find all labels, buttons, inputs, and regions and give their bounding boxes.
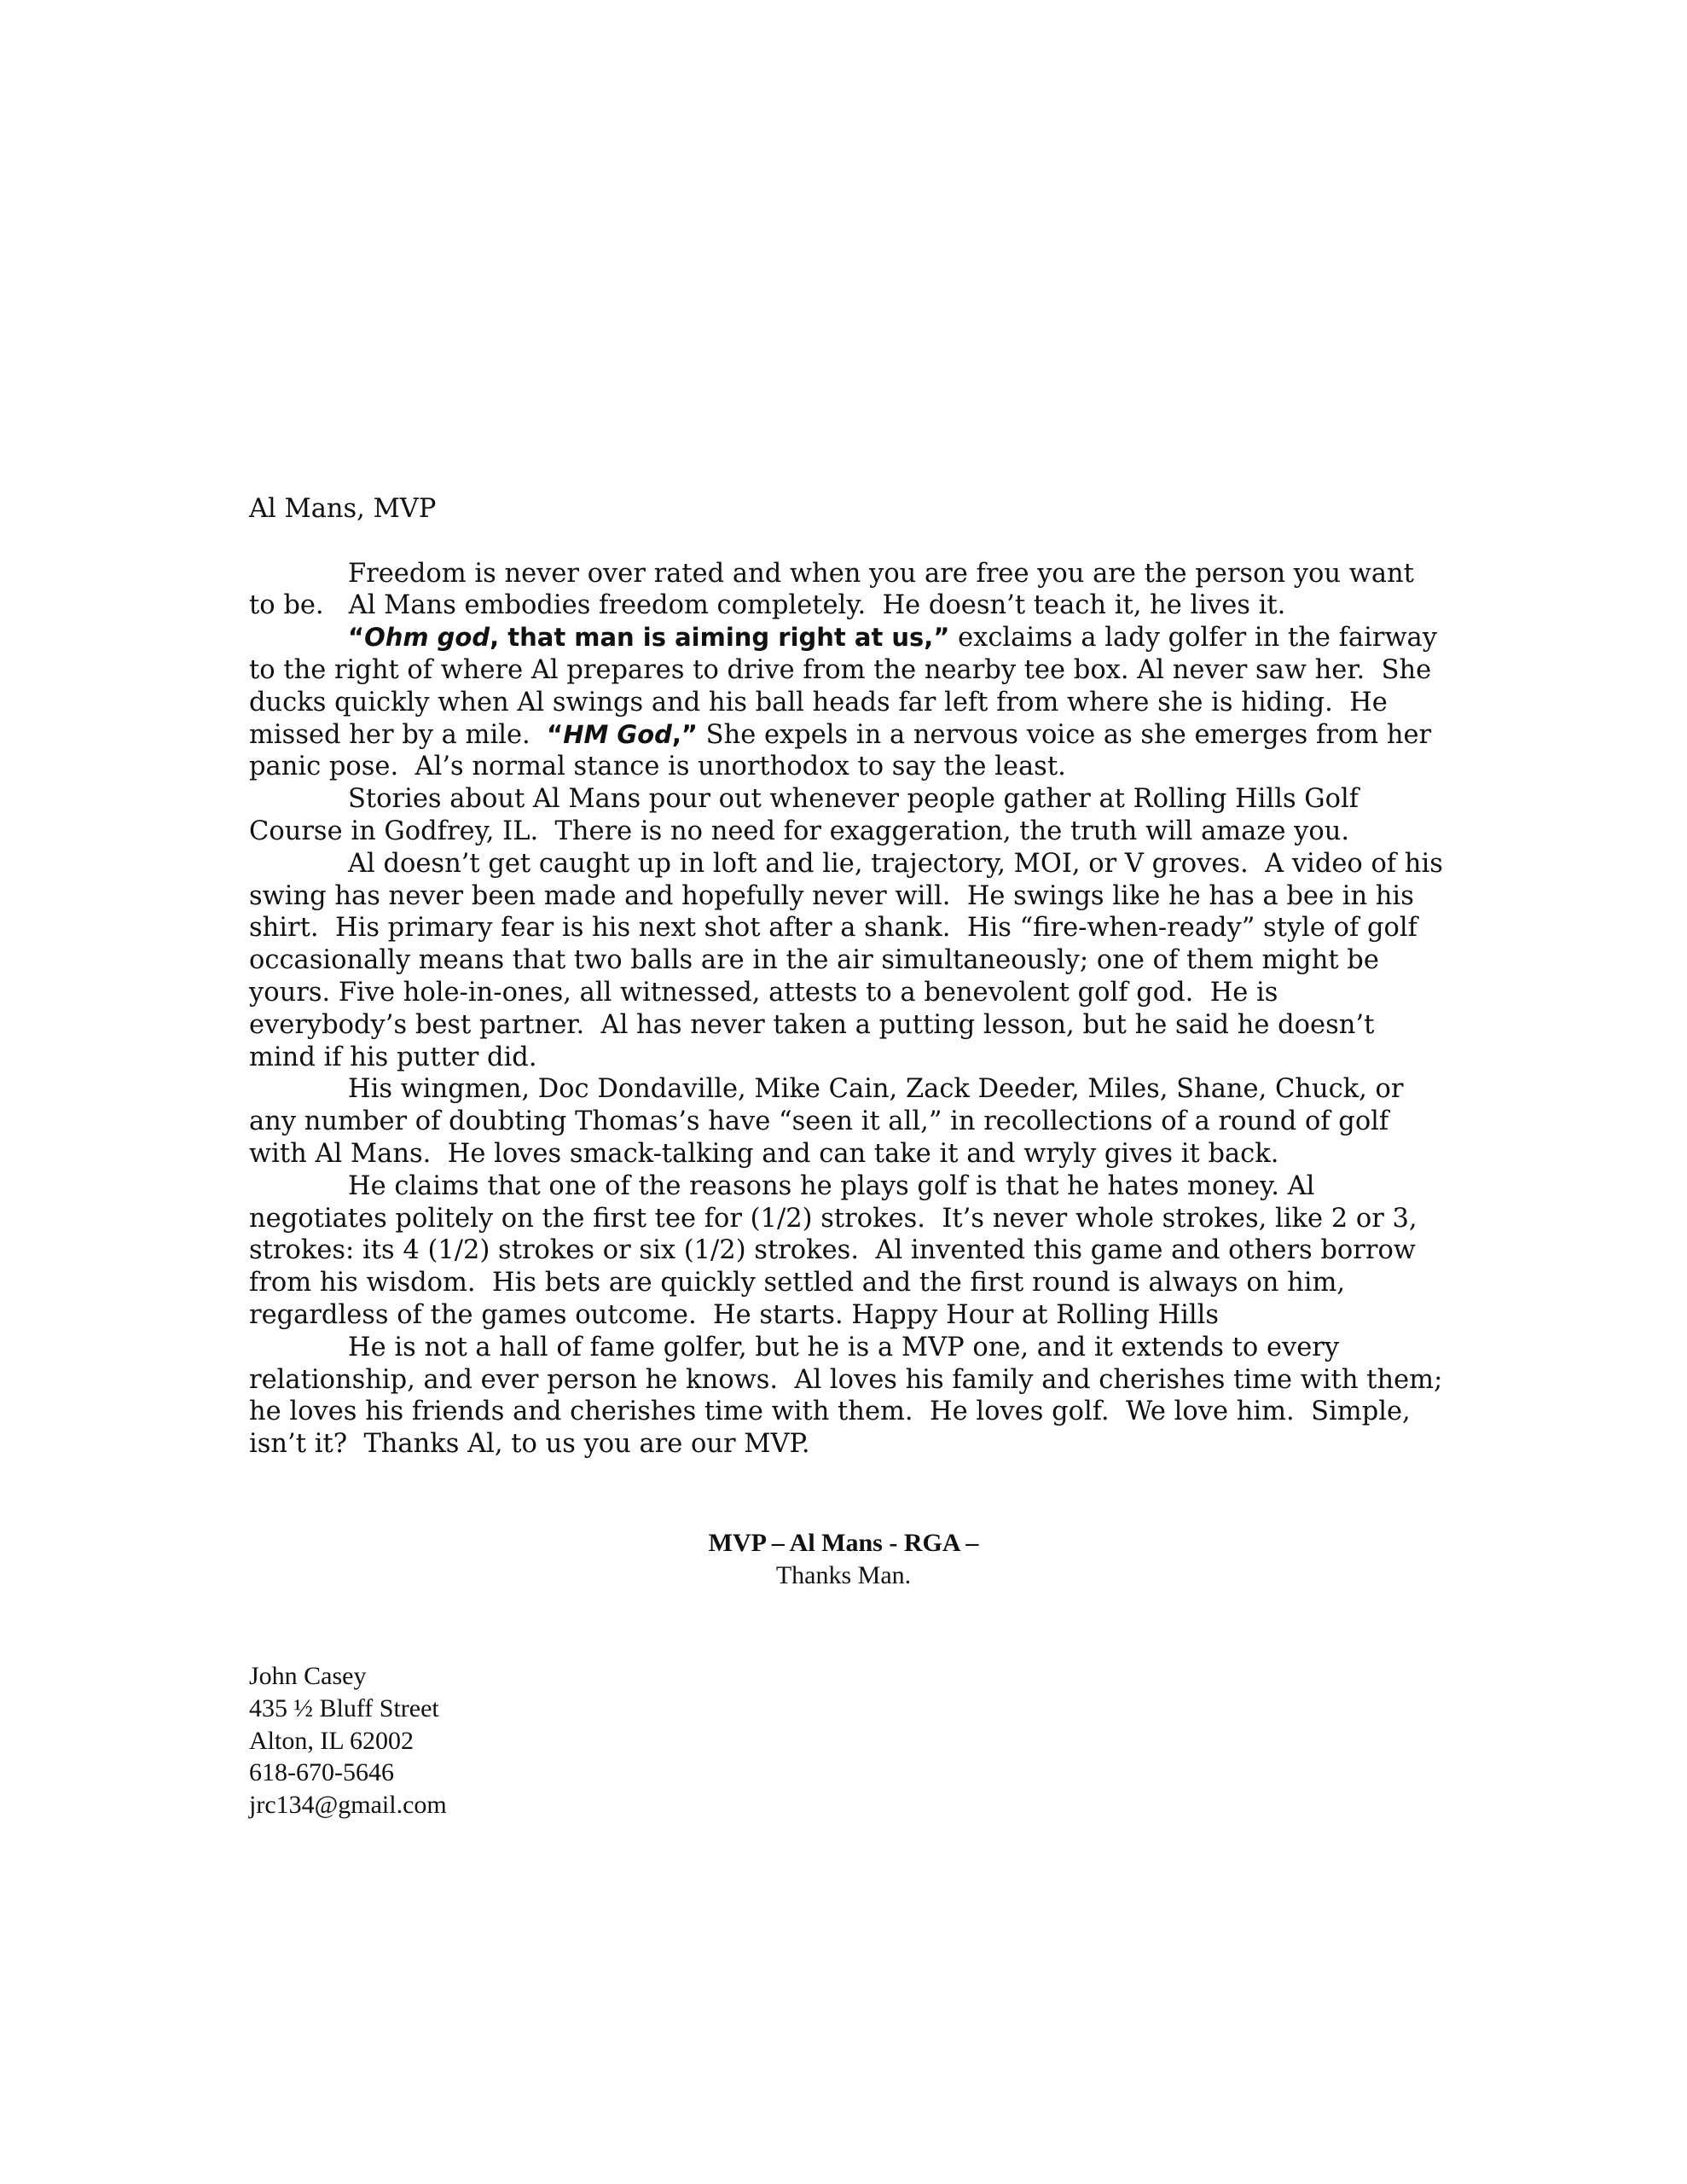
article bbox=[249, 493, 1452, 1461]
quote-text: “ bbox=[348, 623, 365, 653]
closing-subtitle: Thanks Man. bbox=[775, 1560, 912, 1589]
quote-text: “ bbox=[547, 719, 564, 749]
signature-email[interactable]: jrc134@gmail.com bbox=[249, 1791, 447, 1820]
quote-text: Ohm god bbox=[364, 623, 490, 653]
signature-street: 435 ½ Bluff Street bbox=[249, 1693, 439, 1722]
article-paragraph bbox=[249, 1170, 1443, 1332]
article-paragraph bbox=[249, 848, 1452, 1074]
signature-city: Alton, IL 62002 bbox=[249, 1726, 415, 1755]
article-title: Al Mans, MVP bbox=[249, 494, 437, 524]
signature-block bbox=[249, 1660, 447, 1821]
paragraph-text: He is not a hall of fame golfer, but he is a MVP one, and it extends to every relationship, and ever person he knows. Al loves his family and cherishes time with them; he loves his friends and cherishes time with them. He loves golf. We love him. Simple, isn’t it? Thanks Al, to us you are our MVP. bbox=[249, 1332, 1452, 1460]
signature-name: John Casey bbox=[249, 1662, 367, 1690]
paragraph-text: Stories about Al Mans pour out whenever people gather at Rolling Hills Golf Course in Godfrey, IL. There is no need for exaggeration, the truth will amaze you. bbox=[249, 784, 1367, 846]
quote-text: ,” bbox=[671, 719, 698, 749]
signature-phone: 618-670-5646 bbox=[249, 1758, 394, 1787]
paragraph-text: Freedom is never over rated and when you are free you are the person you want to be. Al Mans embodies freedom completely. He doesn’t teach it, he lives it. bbox=[249, 558, 1423, 621]
article-paragraph bbox=[249, 1332, 1452, 1461]
closing-title: MVP – Al Mans - RGA – bbox=[708, 1529, 979, 1557]
paragraph-text: He claims that one of the reasons he plays golf is that he hates money. Al negotiates politely on the first tee for (1/2) strokes. It’s never whole strokes, like 2 or 3, strokes: its 4 (1/2) strokes or six (1/2) strokes. Al invented this game and others borrow from his wisdom. His bets are quickly settled and the first round is always on him, regardless of the games outcome. He starts. Happy Hour at Rolling Hills bbox=[249, 1170, 1426, 1330]
paragraph-text: Al doesn’t get caught up in loft and lie, trajectory, MOI, or V groves. A video of his swing has never been made and hopefully never will. He swings like he has a bee in his shirt. His primary fear is his next shot after a shank. His “fire-when-ready” style of golf occasionally means that two balls are in the air simultaneously; one of them might be yours. Five hole-in-ones, all witnessed, attests to a benevolent golf god. He is everybody’s best partner. Al has never taken a putting lesson, but he said he doesn’t mind if his putter did. bbox=[249, 848, 1452, 1072]
article-body bbox=[249, 558, 1452, 1461]
article-paragraph bbox=[249, 622, 1446, 783]
article-paragraph bbox=[249, 783, 1443, 848]
paragraph-text: exclaims a lady golfer in the fairway to the right of where Al prepares to drive from the nearby tee box. Al never saw her. She ducks quickly when Al swings and his ball heads far left from where she is hiding. He missed her by a mile. bbox=[249, 623, 1446, 750]
closing-block bbox=[0, 1527, 1687, 1592]
article-paragraph bbox=[249, 558, 1443, 623]
paragraph-text: His wingmen, Doc Dondaville, Mike Cain, Zack Deeder, Miles, Shane, Chuck, or any number of doubting Thomas’s have “seen it all,” in recollections of a round of golf with Al Mans. He loves smack-talking and can take it and wryly gives it back. bbox=[249, 1074, 1412, 1169]
quote-text: HM God bbox=[563, 719, 672, 749]
article-paragraph bbox=[249, 1073, 1443, 1170]
paragraph-text: She expels in a nervous voice as she emerges from her panic pose. Al’s normal stance is unorthodox to say the least. bbox=[249, 719, 1440, 782]
quote-text: , that man is aiming right at us,” bbox=[490, 623, 950, 653]
